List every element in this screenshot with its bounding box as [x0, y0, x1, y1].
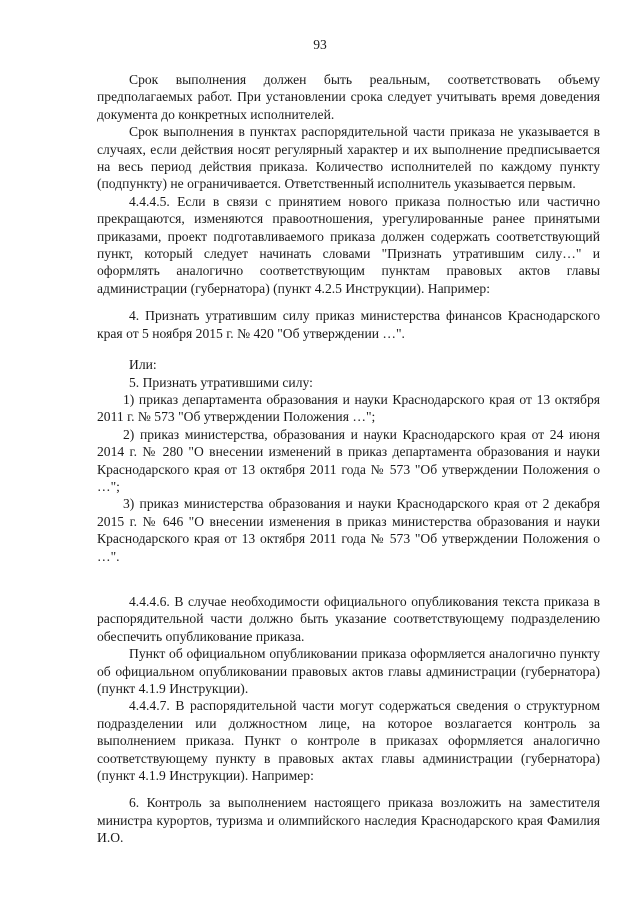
- example-item-5: 5. Признать утратившими силу:: [129, 374, 313, 390]
- document-body: [97, 71, 600, 847]
- paragraph-4-4-4-5: 4.4.4.5. Если в связи с принятием нового приказа полностью или частично прекращаются, изменяются правоотношения, урегулированные ранее принятыми приказами, проект подготавливаемого приказа должен содержать соответствующий пункт, который следует начинать словами "Признать утратившим силу…" и оформлять аналогично соответствующим пунктам правовых актов главы администрации (губернатора) (пункт 4.2.5 Инструкции). Например:: [97, 193, 600, 296]
- paragraph-deadline-realistic: Срок выполнения должен быть реальным, соответствовать объему предполагаемых работ. При установлении срока следует учитывать время доведения документа до конкретных исполнителей.: [97, 72, 600, 122]
- paragraph-deadline-not-specified: Срок выполнения в пунктах распорядительной части приказа не указывается в случаях, если действия носят регулярный характер и их выполнение предписывается на весь период действия приказа. Количество исполнителей по каждому пункту (подпункту) не ограничивается. Ответственный исполнитель указывается первым.: [97, 124, 600, 192]
- example-item-6: 6. Контроль за выполнением настоящего приказа возложить на заместителя министра курортов, туризма и олимпийского наследия Краснодарского края Фамилия И.О.: [97, 795, 600, 846]
- example-subitem-1: 1) приказ департамента образования и науки Краснодарского края от 13 октября 2011 г. № 573 "Об утверждении Положения …";: [97, 391, 600, 425]
- page-number: 93: [313, 37, 327, 52]
- example-subitem-3: 3) приказ министерства образования и науки Краснодарского края от 2 декабря 2015 г. № 646 "О внесении изменения в приказ министерства образования и науки Краснодарского края от 13 октября 2011 года № 573 "Об утверждении Положения о …".: [97, 496, 600, 564]
- example-subitem-2: 2) приказ министерства, образования и науки Краснодарского края от 24 июня 2014 г. № 280 "О внесении изменений в приказ департамента образования и науки Краснодарского края от 13 октября 2011 года № 573 "Об утверждении Положения о …";: [97, 426, 600, 494]
- paragraph-4-4-4-7: 4.4.4.7. В распорядительной части могут содержаться сведения о структурном подразделении или должностном лице, на которое возлагается контроль за выполнением приказа. Пункт о контроле в приказах оформляется аналогично соответствующему пункту в правовых актах главы администрации (губернатора) (пункт 4.1.9 Инструкции). Например:: [97, 698, 600, 784]
- paragraph-official-publication: Пункт об официальном опубликовании приказа оформляется аналогично пункту об официальном опубликовании правовых актов главы администрации (губернатора) (пункт 4.1.9 Инструкции).: [97, 646, 600, 696]
- paragraph-or: Или:: [129, 357, 157, 373]
- example-item-4: 4. Признать утратившим силу приказ министерства финансов Краснодарского края от 5 ноября 2015 г. № 420 "Об утверждении …".: [97, 308, 600, 341]
- paragraph-4-4-4-6: 4.4.4.6. В случае необходимости официального опубликования текста приказа в распорядительной части должно быть указание соответствующему подразделению обеспечить опубликование приказа.: [97, 593, 600, 644]
